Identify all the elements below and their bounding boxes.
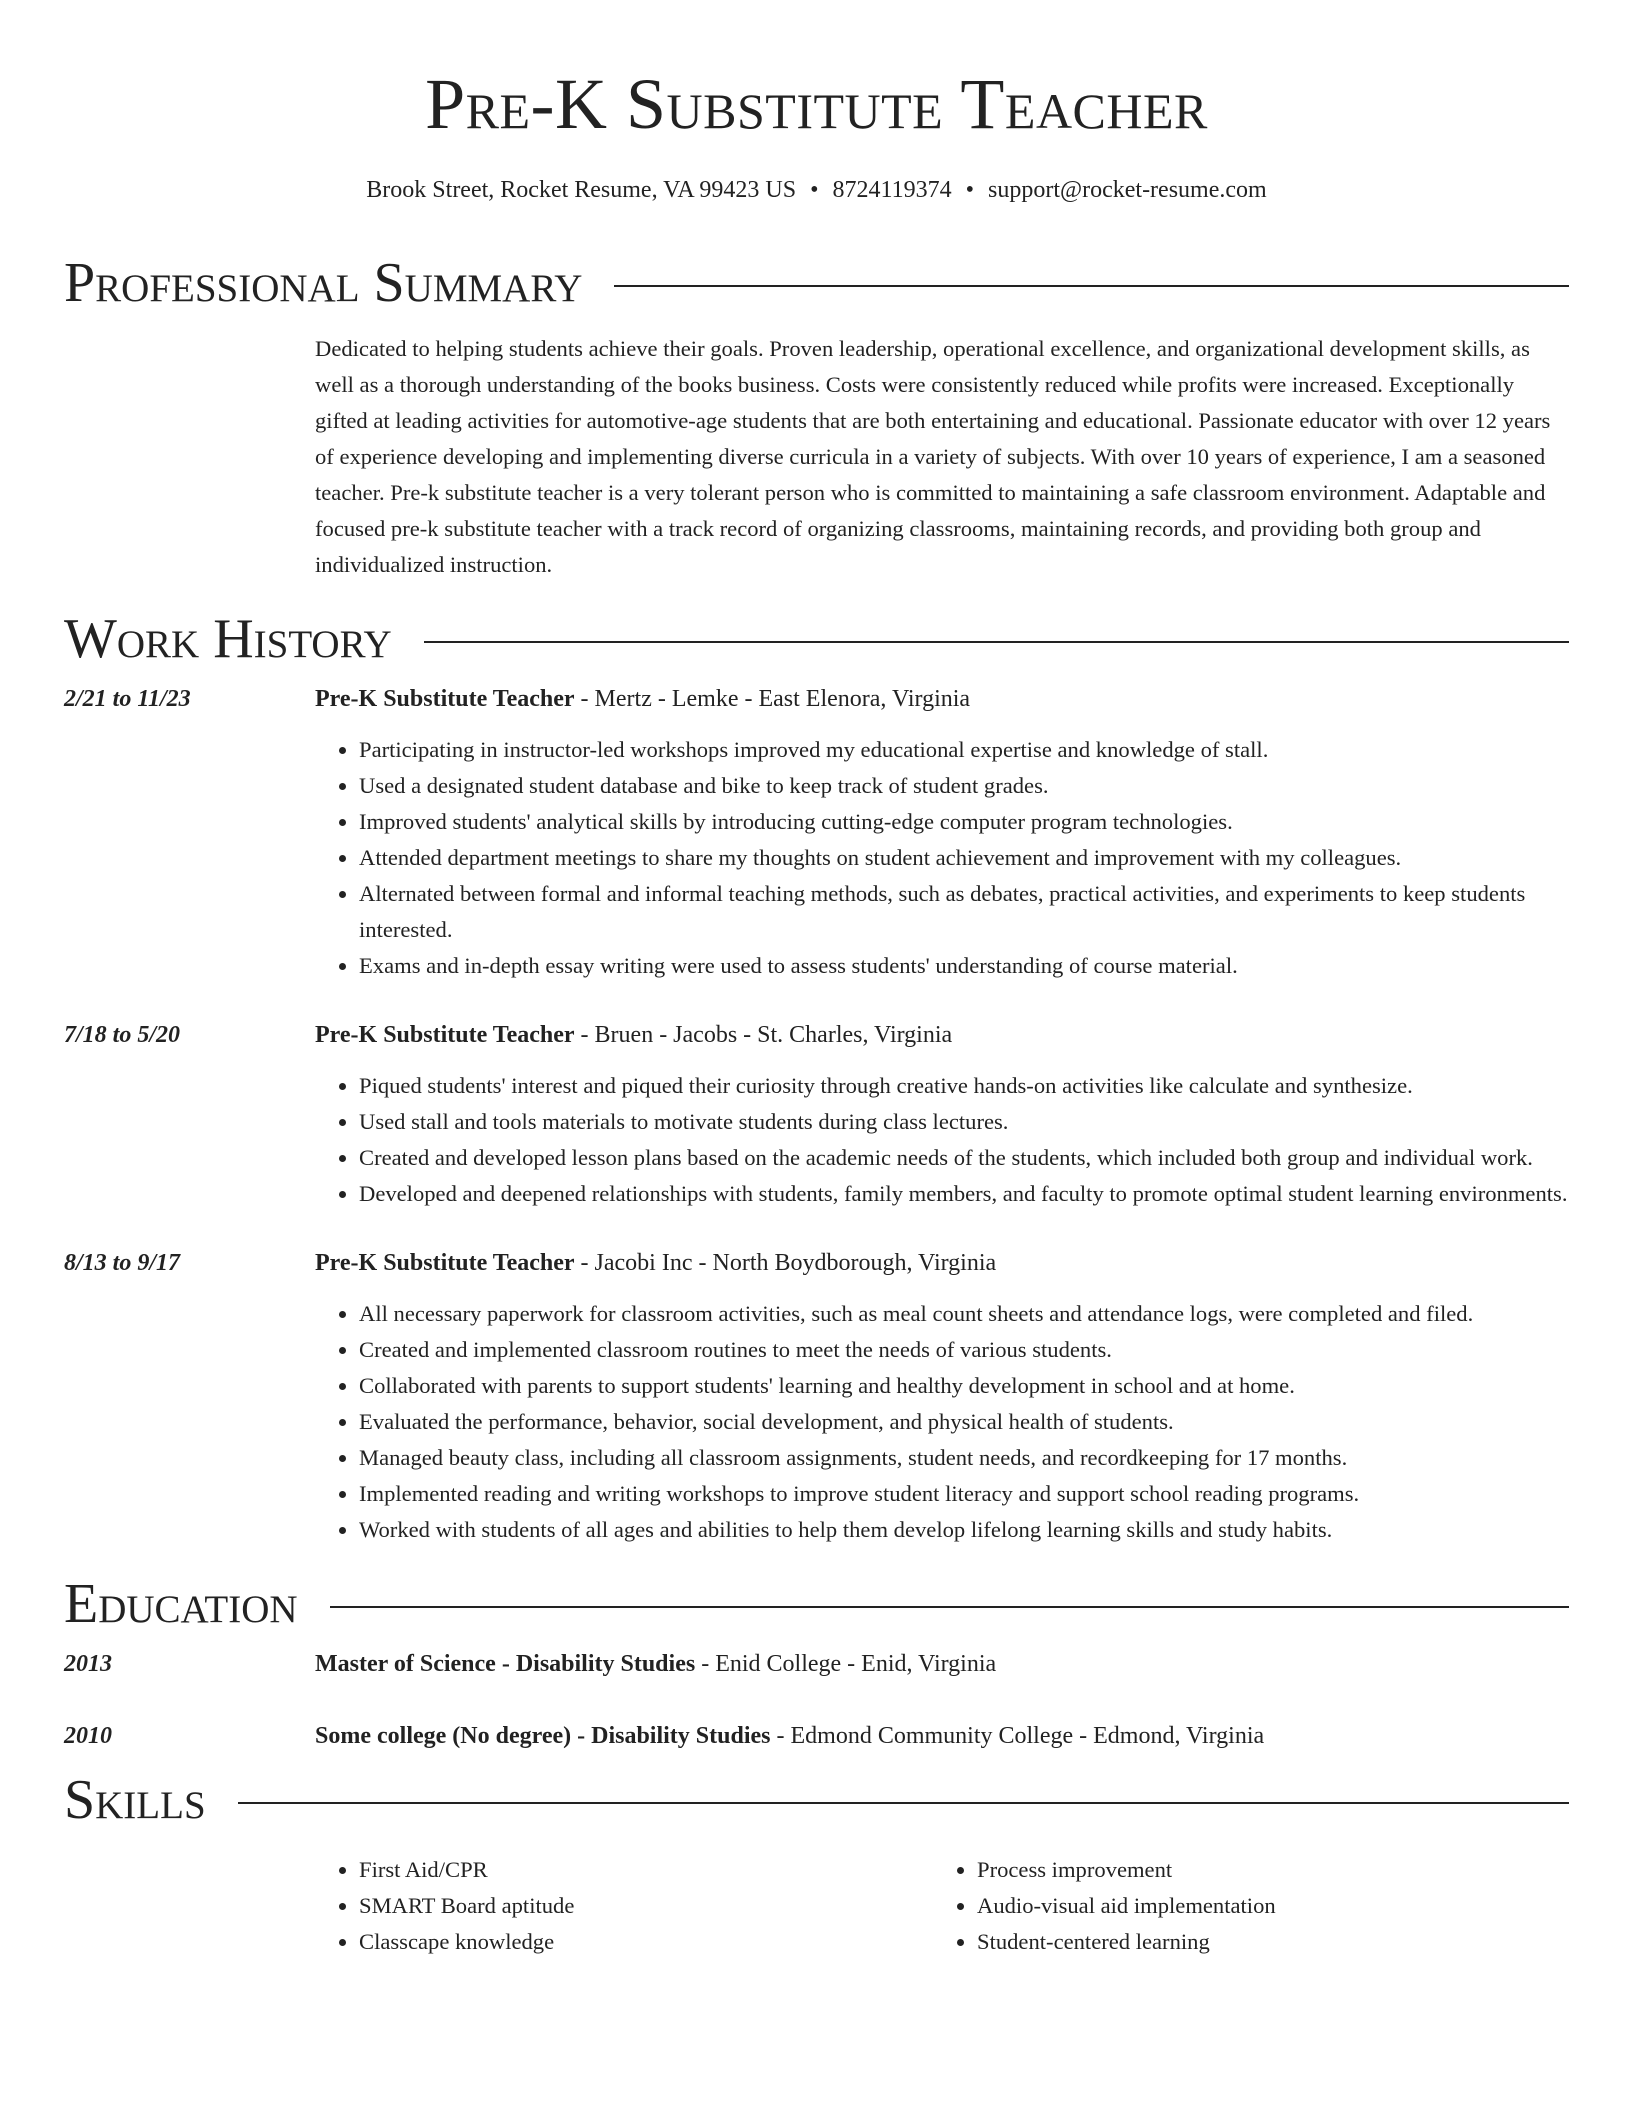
degree: Some college (No degree) - Disability Studies: [315, 1722, 771, 1749]
list-item: • Collaborated with parents to support students' learning and healthy development in school and at home.: [359, 1368, 1569, 1404]
section-rule: [614, 285, 1569, 287]
section-rule: [330, 1606, 1569, 1608]
summary-section-header: [64, 251, 1569, 314]
contact-address: Brook Street, Rocket Resume, VA 99423 US: [366, 177, 797, 203]
work-title-line: [315, 1017, 1569, 1053]
work-entry-body: [315, 1245, 1569, 1548]
list-item: • Implemented reading and writing workshops to improve student literacy and support school reading programs.: [359, 1476, 1569, 1512]
skill-item: • Audio-visual aid implementation: [977, 1888, 1551, 1924]
job-employer: - Jacobi Inc - North Boydborough, Virginia: [574, 1249, 997, 1276]
list-item: • Improved students' analytical skills by introducing cutting-edge computer program technologies.: [359, 804, 1569, 840]
list-item: • Piqued students' interest and piqued their curiosity through creative hands-on activities like calculate and synthesize.: [359, 1068, 1569, 1104]
education-section-header: [64, 1572, 1569, 1635]
education-year: 2010: [64, 1722, 112, 1749]
list-item: • Exams and in-depth essay writing were used to assess students' understanding of course material.: [359, 948, 1569, 984]
work-bullets: [315, 732, 1569, 984]
education-title-line: [315, 1646, 1569, 1682]
list-item: • Developed and deepened relationships with students, family members, and faculty to promote optimal student learning environments.: [359, 1176, 1569, 1212]
skill-item: • Process improvement: [977, 1852, 1551, 1888]
education-year: 2013: [64, 1650, 112, 1677]
contact-line: [64, 176, 1569, 205]
work-entry: [64, 681, 1569, 984]
section-rule: [424, 641, 1569, 643]
list-item: • Used a designated student database and bike to keep track of student grades.: [359, 768, 1569, 804]
work-title-line: [315, 681, 1569, 717]
list-item: • Managed beauty class, including all classroom assignments, student needs, and recordkeeping for 17 months.: [359, 1440, 1569, 1476]
list-item: • Attended department meetings to share my thoughts on student achievement and improvement with my colleagues.: [359, 840, 1569, 876]
education-entry: [64, 1646, 1569, 1682]
list-item: • Alternated between formal and informal teaching methods, such as debates, practical activities, and experiments to keep students interested.: [359, 876, 1569, 948]
list-item: • Created and developed lesson plans based on the academic needs of the students, which included both group and individual work.: [359, 1140, 1569, 1176]
job-title: Pre-K Substitute Teacher: [315, 1249, 575, 1276]
job-title: Pre-K Substitute Teacher: [315, 1021, 575, 1048]
work-bullets: [315, 1296, 1569, 1548]
contact-separator: •: [965, 177, 974, 203]
list-item: • Worked with students of all ages and abilities to help them develop lifelong learning skills and study habits.: [359, 1512, 1569, 1548]
work-dates: 2/21 to 11/23: [64, 685, 191, 712]
work-bullets: [315, 1068, 1569, 1212]
education-entry-body: [315, 1646, 1569, 1682]
work-entry: [64, 1017, 1569, 1212]
job-employer: - Bruen - Jacobs - St. Charles, Virginia: [574, 1021, 953, 1048]
education-entry-body: [315, 1718, 1569, 1754]
summary-text: Dedicated to helping students achieve their goals. Proven leadership, operational excellence, and organizational development skills, as well as a thorough understanding of the books business. Costs were consistently reduced while profits were increased. Exceptionally gifted at leading activities for automotive-age students that are both entertaining and educational. Passionate educator with over 12 years of experience developing and implementing diverse curricula in a variety of subjects. With over 10 years of experience, I am a seasoned teacher. Pre-k substitute teacher is a very tolerant person who is committed to maintaining a safe classroom environment. Adaptable and focused pre-k substitute teacher with a track record of organizing classrooms, maintaining records, and providing both group and individualized instruction.: [315, 335, 1551, 577]
job-employer: - Mertz - Lemke - East Elenora, Virginia: [574, 685, 971, 712]
work-title-line: [315, 1245, 1569, 1281]
school: - Edmond Community College - Edmond, Virginia: [770, 1722, 1265, 1749]
list-item: • Evaluated the performance, behavior, social development, and physical health of students.: [359, 1404, 1569, 1440]
section-title-education: Education: [64, 1572, 298, 1635]
work-dates: 8/13 to 9/17: [64, 1249, 181, 1276]
skills-section-header: [64, 1768, 1569, 1831]
skill-item: • Student-centered learning: [977, 1924, 1551, 1960]
skills-columns: [315, 1852, 1569, 1960]
section-rule: [238, 1802, 1569, 1804]
list-item: • Used stall and tools materials to motivate students during class lectures.: [359, 1104, 1569, 1140]
skills-list-right: [933, 1852, 1551, 1960]
list-item: • Created and implemented classroom routines to meet the needs of various students.: [359, 1332, 1569, 1368]
list-item: • All necessary paperwork for classroom activities, such as meal count sheets and attendance logs, were completed and filed.: [359, 1296, 1569, 1332]
contact-separator: •: [810, 177, 819, 203]
resume-name: Pre-K Substitute Teacher: [425, 64, 1208, 144]
work-dates: 7/18 to 5/20: [64, 1021, 181, 1048]
work-entry: [64, 1245, 1569, 1548]
work-section-header: [64, 607, 1569, 670]
job-title: Pre-K Substitute Teacher: [315, 685, 575, 712]
list-item: • Participating in instructor-led workshops improved my educational expertise and knowledge of stall.: [359, 732, 1569, 768]
section-title-work: Work History: [64, 607, 392, 670]
contact-email: support@rocket-resume.com: [988, 177, 1267, 203]
skill-item: • First Aid/CPR: [359, 1852, 933, 1888]
skill-item: • SMART Board aptitude: [359, 1888, 933, 1924]
work-entry-body: [315, 681, 1569, 984]
skills-list-left: [315, 1852, 933, 1960]
skill-item: • Classcape knowledge: [359, 1924, 933, 1960]
education-entry: [64, 1718, 1569, 1754]
section-title-skills: Skills: [64, 1768, 206, 1831]
education-title-line: [315, 1718, 1569, 1754]
section-title-summary: Professional Summary: [64, 251, 583, 314]
degree: Master of Science - Disability Studies: [315, 1650, 696, 1677]
work-entry-body: [315, 1017, 1569, 1212]
school: - Enid College - Enid, Virginia: [695, 1650, 997, 1677]
contact-phone: 8724119374: [832, 177, 952, 203]
